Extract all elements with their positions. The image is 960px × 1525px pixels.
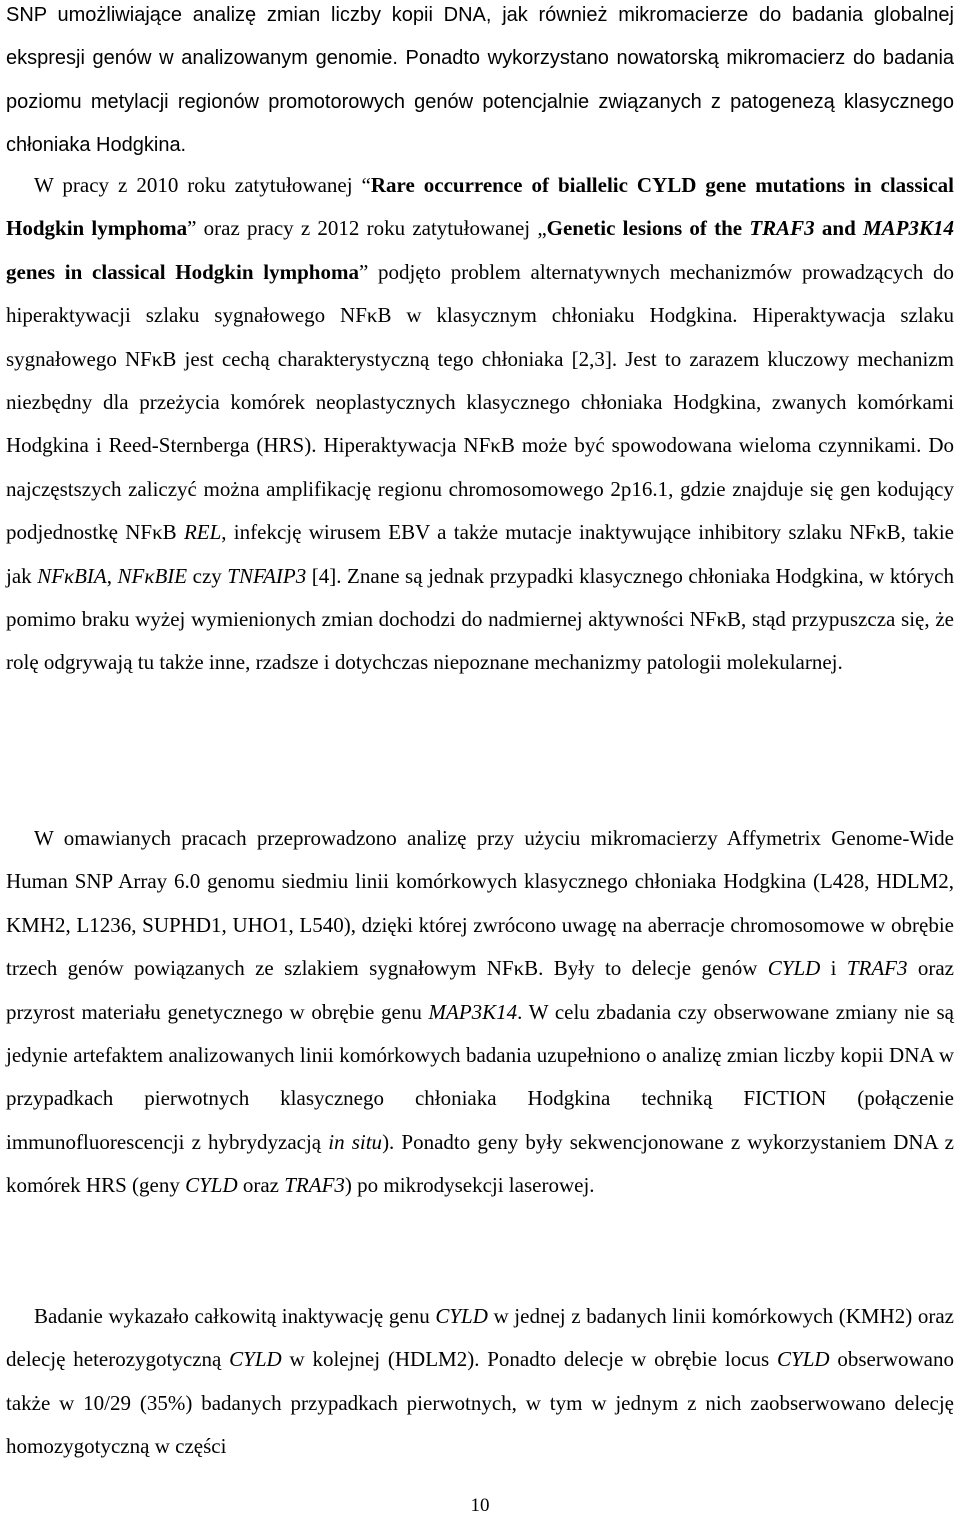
text-run: oraz [237,1173,285,1198]
text-run: w jednej z badanych linii komórkowych (KMH2) oraz delecję heterozygotyczną [6,1304,954,1372]
text-run: . W celu zbadania czy obserwowane zmiany nie są jedynie artefaktem analizowanych linii komórkowych badania uzupełniono o analizę zmian liczby kopii DNA w przypadkach pierwotnych klasycznego chłoniaka Hodgkina techniką FICTION (połączenie immunofluorescencji z hybrydyzacją [6,999,954,1154]
text-run: W pracy z 2010 roku zatytułowanej [34,173,362,197]
gene-name: MAP3K14 [428,999,518,1024]
text-run: ) po mikrodysekcji laserowej. [344,1173,595,1198]
gene-name: TNFAIP3 [227,563,307,588]
paragraph-traf3-cyld [6,164,954,685]
gene-name: CYLD [185,1173,238,1198]
intro-line: globalnej ekspresji genów w analizowanym genomie. Ponadto wykorzystano nowatorską [6,4,954,70]
gene-name: NFκBIA [37,563,107,588]
page-number: 10 [470,1495,490,1516]
text-run: , [106,563,118,588]
gene-name: CYLD [229,1347,282,1372]
text-run: ). Ponadto geny były sekwencjonowane z wykorzystaniem DNA z komórek HRS (geny [6,1129,954,1198]
gene-name: CYLD [767,956,821,981]
quote-mark: “ [361,173,371,197]
text-run: czy [187,563,228,588]
gene-name: TRAF3 [284,1173,345,1198]
gene-name: TRAF3 [846,956,908,981]
text-run: oraz przyrost materiału genetycznego w obrębie genu [6,956,954,1024]
text-run: genes in classical Hodgkin lymphoma [6,259,359,284]
text-run: i [820,956,847,981]
latin-term: in situ [328,1129,383,1154]
text-run: w kolejnej (HDLM2). Ponadto delecje w obrębie locus [281,1347,778,1372]
gene-name: TRAF3 [749,216,815,241]
intro-line: mikromacierz do badania poziomu metylacji regionów promotorowych genów potencjalnie [6,47,955,113]
text-run: podjęto problem alternatywnych mechanizmów prowadzących do hiperaktywacji szlaku sygnałowego NFκB w klasycznym chłoniaku Hodgkina. Hiperaktywacja szlaku sygnałowego NFκB jest cechą charakterystyczną tego chłoniaka [2,3]. Jest to zarazem kluczowy mechanizm niezbędny dla przeżycia komórek neoplastycznych klasycznego chłoniaka Hodgkina, zwanych komórkami Hodgkina i Reed-Sternberga (HRS). Hiperaktywacja NFκB może być spowodowana wieloma czynnikami. Do najczęstszych zaliczyć można amplifikację regionu chromosomowego 2p16.1, gdzie znajduje się gen kodujący podjednostkę NFκB [6,259,954,545]
text-run: , infekcję wirusem EBV a także mutacje inaktywujące inhibitory szlaku NFκB, takie jak [6,520,955,588]
text-run: and [814,216,863,241]
gene-name: NFκBIE [117,563,188,588]
paragraph-results [6,1295,954,1469]
gene-name: MAP3K14 [862,216,954,241]
text-run: Badanie wykazało całkowitą inaktywację genu [34,1304,436,1328]
quote-mark: ” [358,259,369,284]
text-run: [4]. Znane są jednak przypadki klasycznego chłoniaka Hodgkina, w których pomimo braku wyżej wymienionych zmian dochodzi do nadmiernej aktywności NFκB, stąd przypuszcza się, że rolę odgrywają tu także inne, rzadsze i dotychczas niepoznane mechanizmy patologii molekularnej. [6,563,954,675]
gene-name: REL [183,520,222,545]
text-run: obserwowano także w 10/29 (35%) badanych przypadkach pierwotnych, w tym w jednym z nich zaobserwowano delecję homozygotyczną w części [6,1347,954,1459]
quote-mark: „ [537,216,547,241]
gene-name: CYLD [777,1347,830,1372]
paper-title: Rare occurrence of biallelic CYLD gene mutations in classical Hodgkin lymphoma [6,173,954,241]
paragraph-methods [6,817,954,1208]
text-run: W omawianych pracach przeprowadzono analizę przy użyciu mikromacierzy Affymetrix Genome-Wide Human SNP Array 6.0 genomu siedmiu linii komórkowych klasycznego chłoniaka Hodgkina (L428, HDLM2, KMH2, L1236, SUPHD1, UHO1, L540), dzięki której zwrócono uwagę na aberracje chromosomowe w obrębie trzech genów powiązanych ze szlakiem sygnałowym NFκB. Były to delecje genów [6,826,954,981]
gene-name: CYLD [435,1304,488,1328]
text-run: Genetic lesions of the [546,216,750,241]
intro-paragraph [6,0,954,168]
text-run: oraz pracy z 2012 roku zatytułowanej [196,216,538,241]
quote-mark: ” [187,216,197,241]
intro-line: SNP umożliwiające analizę zmian liczby kopii DNA, jak również mikromacierze do badania [6,4,864,26]
intro-line: związanych z patogenezą klasycznego chłoniaka Hodgkina. [6,90,954,157]
